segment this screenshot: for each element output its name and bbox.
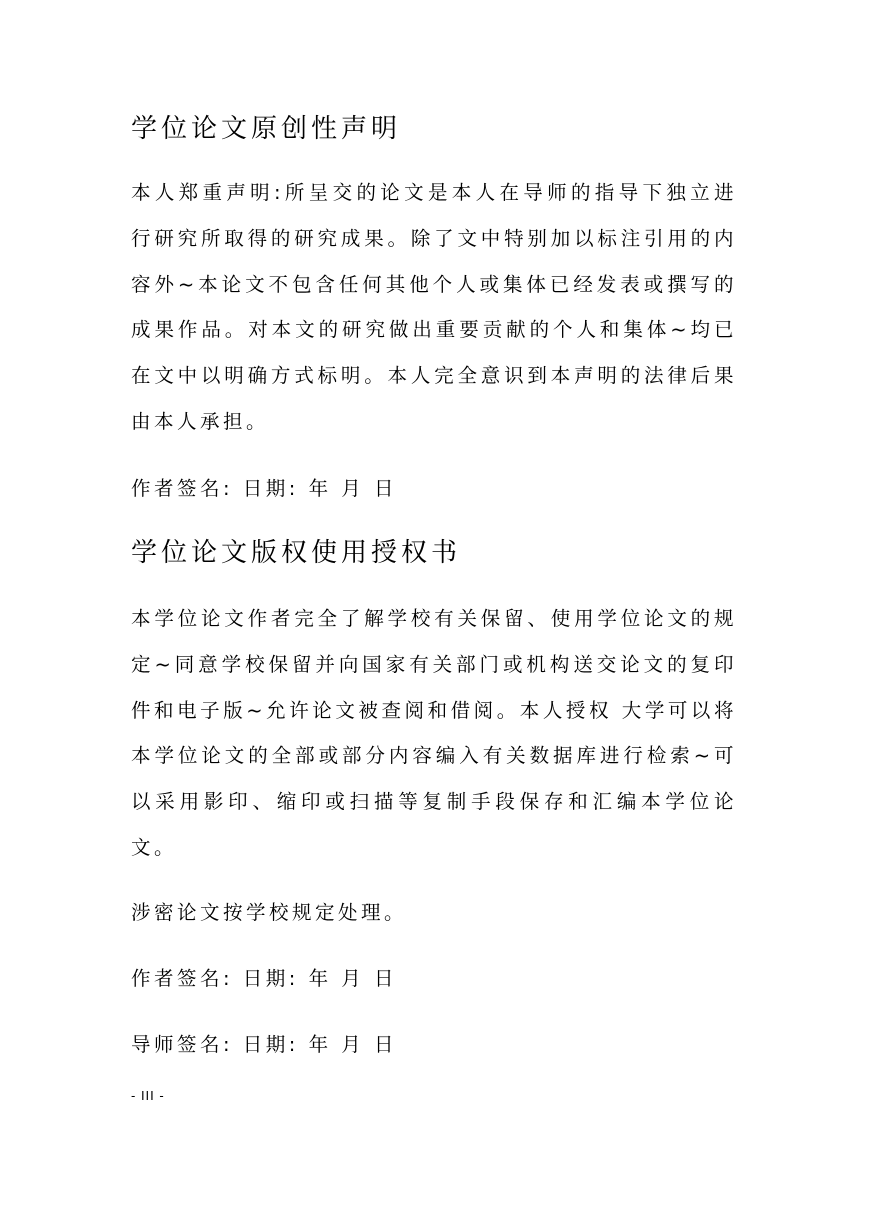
author-signature-label: 作者签名:: [131, 477, 234, 500]
originality-declaration-body: 本人郑重声明:所呈交的论文是本人在导师的指导下独立进行研究所取得的研究成果。除了文中特别加以标注引用的内容外~本论文不包含任何其他个人或集体已经发表或撰写的成果作品。对本文的研究做出重要贡献的个人和集体~均已在文中以明确方式标明。本人完全意识到本声明的法律后果由本人承担。: [131, 181, 737, 433]
date-label: 日期:: [242, 967, 299, 990]
author-signature-label: 作者签名:: [131, 967, 234, 990]
month-label: 月: [341, 967, 365, 990]
advisor-signature-line: [131, 1030, 397, 1060]
day-label: 日: [374, 967, 398, 990]
month-label: 月: [341, 477, 365, 500]
copyright-authorization-body: 本学位论文作者完全了解学校有关保留、使用学位论文的规定~同意学校保留并向国家有关部门或机构送交论文的复印件和电子版~允许论文被查阅和借阅。本人授权 大学可以将本学位论文的全部或部分内容编入有关数据库进行检索~可以采用影印、缩印或扫描等复制手段保存和汇编本学位论文。: [131, 607, 737, 859]
month-label: 月: [341, 1033, 365, 1056]
date-label: 日期:: [242, 477, 299, 500]
originality-declaration-title: 学位论文原创性声明: [131, 114, 402, 144]
year-label: 年: [308, 477, 332, 500]
copyright-authorization-title: 学位论文版权使用授权书: [131, 538, 462, 568]
confidential-note: 涉密论文按学校规定处理。: [131, 901, 408, 924]
day-label: 日: [374, 1033, 398, 1056]
page-number: - III -: [131, 1088, 165, 1103]
author-signature-line-1: [131, 474, 397, 504]
advisor-signature-label: 导师签名:: [131, 1033, 234, 1056]
year-label: 年: [308, 1033, 332, 1056]
year-label: 年: [308, 967, 332, 990]
day-label: 日: [374, 477, 398, 500]
date-label: 日期:: [242, 1033, 299, 1056]
author-signature-line-2: [131, 964, 397, 994]
